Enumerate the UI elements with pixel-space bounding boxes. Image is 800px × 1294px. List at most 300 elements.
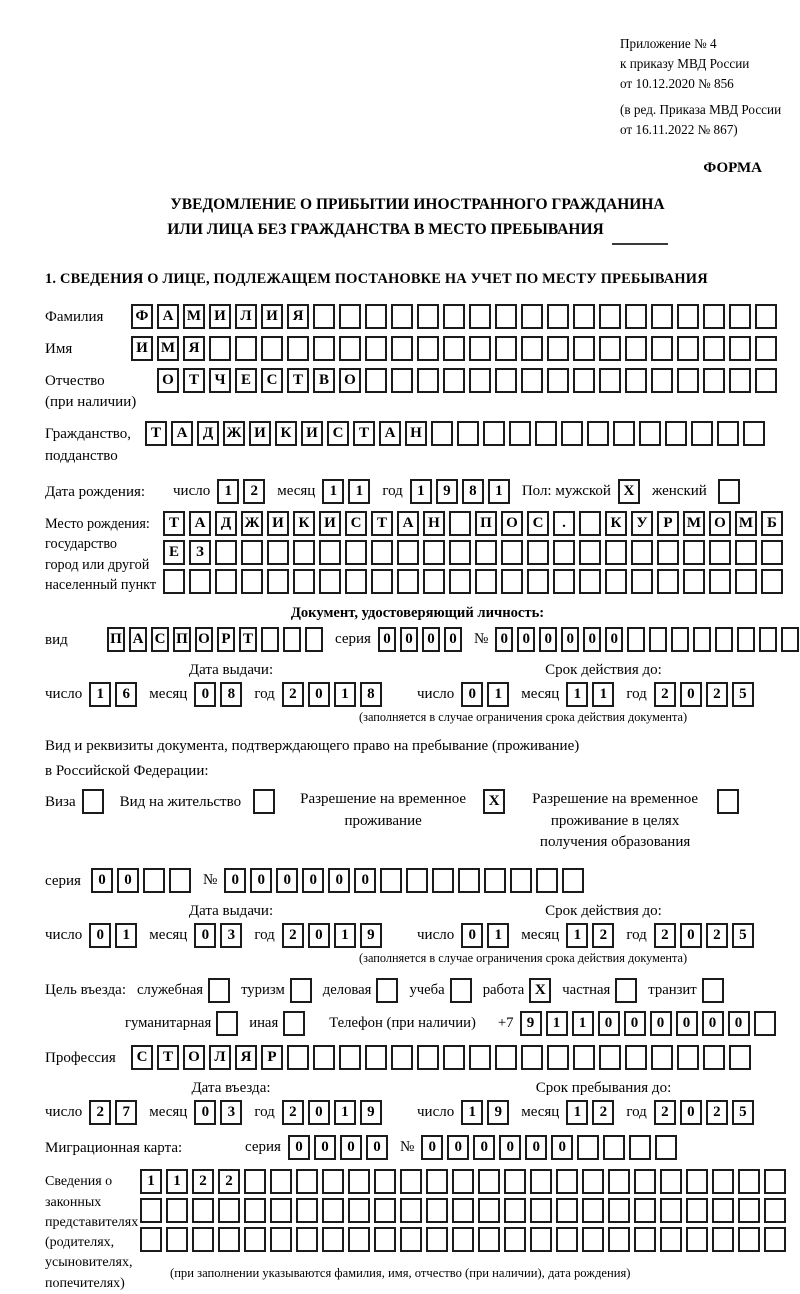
char-cell[interactable] — [140, 1198, 162, 1223]
char-cell[interactable]: У — [631, 511, 653, 536]
char-cell[interactable]: 2 — [192, 1169, 214, 1194]
char-cell[interactable]: 0 — [676, 1011, 698, 1036]
char-cell[interactable] — [365, 368, 387, 393]
char-cell[interactable] — [639, 421, 661, 446]
char-cell[interactable]: 0 — [194, 1100, 216, 1125]
char-cell[interactable] — [582, 1198, 604, 1223]
char-cell[interactable]: Л — [235, 304, 257, 329]
char-cell[interactable]: 0 — [308, 682, 330, 707]
char-cell[interactable] — [761, 569, 783, 594]
char-cell[interactable]: 9 — [360, 923, 382, 948]
char-cell[interactable]: 5 — [732, 682, 754, 707]
char-cell[interactable] — [603, 1135, 625, 1160]
char-cell[interactable] — [169, 868, 191, 893]
char-cell[interactable]: 0 — [194, 682, 216, 707]
char-cell[interactable]: Т — [163, 511, 185, 536]
char-cell[interactable] — [495, 1045, 517, 1070]
char-cell[interactable] — [458, 868, 480, 893]
char-cell[interactable]: И — [249, 421, 271, 446]
char-cell[interactable] — [660, 1198, 682, 1223]
char-cell[interactable]: 9 — [360, 1100, 382, 1125]
char-cell[interactable] — [449, 540, 471, 565]
char-cell[interactable]: К — [605, 511, 627, 536]
char-cell[interactable] — [504, 1198, 526, 1223]
char-cell[interactable] — [478, 1198, 500, 1223]
char-cell[interactable]: О — [195, 627, 213, 652]
char-cell[interactable]: 2 — [654, 1100, 676, 1125]
char-cell[interactable]: 0 — [366, 1135, 388, 1160]
checkbox-business[interactable] — [376, 978, 398, 1003]
char-cell[interactable]: 1 — [115, 923, 137, 948]
char-cell[interactable] — [400, 1227, 422, 1252]
char-cell[interactable] — [322, 1169, 344, 1194]
char-cell[interactable]: 0 — [605, 627, 623, 652]
char-cell[interactable] — [283, 627, 301, 652]
char-cell[interactable] — [345, 540, 367, 565]
char-cell[interactable] — [521, 1045, 543, 1070]
char-cell[interactable]: Р — [657, 511, 679, 536]
char-cell[interactable]: 2 — [654, 682, 676, 707]
char-cell[interactable]: 1 — [140, 1169, 162, 1194]
char-cell[interactable] — [605, 569, 627, 594]
char-cell[interactable]: 1 — [89, 682, 111, 707]
char-cell[interactable]: А — [129, 627, 147, 652]
char-cell[interactable]: О — [501, 511, 523, 536]
char-cell[interactable] — [712, 1227, 734, 1252]
char-cell[interactable] — [651, 304, 673, 329]
char-cell[interactable] — [755, 304, 777, 329]
char-cell[interactable]: 2 — [282, 682, 304, 707]
char-cell[interactable] — [657, 540, 679, 565]
char-cell[interactable]: Ж — [241, 511, 263, 536]
checkbox-official[interactable] — [208, 978, 230, 1003]
char-cell[interactable] — [754, 1011, 776, 1036]
checkbox-transit[interactable] — [702, 978, 724, 1003]
char-cell[interactable]: 0 — [288, 1135, 310, 1160]
char-cell[interactable] — [293, 569, 315, 594]
char-cell[interactable] — [209, 336, 231, 361]
char-cell[interactable] — [677, 336, 699, 361]
char-cell[interactable] — [365, 1045, 387, 1070]
char-cell[interactable] — [521, 336, 543, 361]
char-cell[interactable] — [755, 336, 777, 361]
char-cell[interactable]: 0 — [250, 868, 272, 893]
char-cell[interactable]: С — [327, 421, 349, 446]
char-cell[interactable] — [426, 1198, 448, 1223]
char-cell[interactable]: Т — [353, 421, 375, 446]
char-cell[interactable]: Р — [261, 1045, 283, 1070]
char-cell[interactable]: 2 — [592, 923, 614, 948]
char-cell[interactable] — [599, 368, 621, 393]
char-cell[interactable]: 5 — [732, 923, 754, 948]
char-cell[interactable] — [536, 868, 558, 893]
char-cell[interactable] — [484, 868, 506, 893]
char-cell[interactable] — [296, 1227, 318, 1252]
char-cell[interactable] — [374, 1169, 396, 1194]
checkbox-humanitarian[interactable] — [216, 1011, 238, 1036]
char-cell[interactable] — [192, 1198, 214, 1223]
char-cell[interactable] — [712, 1198, 734, 1223]
char-cell[interactable]: Я — [183, 336, 205, 361]
char-cell[interactable]: 0 — [551, 1135, 573, 1160]
char-cell[interactable] — [143, 868, 165, 893]
char-cell[interactable]: 1 — [334, 682, 356, 707]
char-cell[interactable] — [683, 569, 705, 594]
char-cell[interactable]: 1 — [217, 479, 239, 504]
char-cell[interactable] — [426, 1227, 448, 1252]
char-cell[interactable] — [391, 336, 413, 361]
char-cell[interactable] — [562, 868, 584, 893]
char-cell[interactable] — [535, 421, 557, 446]
char-cell[interactable]: 1 — [566, 923, 588, 948]
char-cell[interactable] — [449, 569, 471, 594]
char-cell[interactable] — [371, 569, 393, 594]
checkbox-private[interactable] — [615, 978, 637, 1003]
char-cell[interactable] — [577, 1135, 599, 1160]
char-cell[interactable] — [629, 1135, 651, 1160]
char-cell[interactable] — [527, 569, 549, 594]
char-cell[interactable]: Р — [217, 627, 235, 652]
char-cell[interactable]: Е — [163, 540, 185, 565]
char-cell[interactable] — [417, 368, 439, 393]
char-cell[interactable]: 1 — [546, 1011, 568, 1036]
char-cell[interactable]: 0 — [539, 627, 557, 652]
char-cell[interactable] — [625, 1045, 647, 1070]
char-cell[interactable] — [573, 368, 595, 393]
char-cell[interactable] — [729, 368, 751, 393]
char-cell[interactable]: 0 — [517, 627, 535, 652]
char-cell[interactable] — [677, 1045, 699, 1070]
char-cell[interactable] — [579, 540, 601, 565]
char-cell[interactable] — [267, 540, 289, 565]
char-cell[interactable] — [241, 569, 263, 594]
char-cell[interactable]: С — [151, 627, 169, 652]
char-cell[interactable] — [423, 569, 445, 594]
char-cell[interactable] — [573, 336, 595, 361]
char-cell[interactable] — [686, 1198, 708, 1223]
char-cell[interactable] — [547, 368, 569, 393]
char-cell[interactable]: 2 — [243, 479, 265, 504]
char-cell[interactable]: З — [189, 540, 211, 565]
char-cell[interactable]: 0 — [447, 1135, 469, 1160]
char-cell[interactable] — [634, 1198, 656, 1223]
char-cell[interactable]: Е — [235, 368, 257, 393]
char-cell[interactable] — [443, 304, 465, 329]
char-cell[interactable] — [677, 368, 699, 393]
char-cell[interactable]: 1 — [461, 1100, 483, 1125]
char-cell[interactable]: 0 — [473, 1135, 495, 1160]
char-cell[interactable] — [391, 368, 413, 393]
char-cell[interactable] — [608, 1169, 630, 1194]
char-cell[interactable] — [703, 1045, 725, 1070]
char-cell[interactable] — [348, 1198, 370, 1223]
char-cell[interactable] — [651, 336, 673, 361]
char-cell[interactable]: Н — [423, 511, 445, 536]
char-cell[interactable] — [657, 569, 679, 594]
char-cell[interactable] — [501, 569, 523, 594]
char-cell[interactable] — [599, 1045, 621, 1070]
char-cell[interactable] — [717, 421, 739, 446]
char-cell[interactable]: И — [301, 421, 323, 446]
char-cell[interactable] — [215, 540, 237, 565]
char-cell[interactable]: 2 — [282, 923, 304, 948]
char-cell[interactable]: 0 — [276, 868, 298, 893]
char-cell[interactable] — [417, 304, 439, 329]
char-cell[interactable]: 0 — [624, 1011, 646, 1036]
char-cell[interactable]: А — [379, 421, 401, 446]
char-cell[interactable] — [527, 540, 549, 565]
char-cell[interactable] — [270, 1227, 292, 1252]
char-cell[interactable]: 6 — [115, 682, 137, 707]
char-cell[interactable]: 1 — [334, 923, 356, 948]
char-cell[interactable] — [579, 511, 601, 536]
char-cell[interactable] — [218, 1198, 240, 1223]
char-cell[interactable]: Л — [209, 1045, 231, 1070]
checkbox-other[interactable] — [283, 1011, 305, 1036]
char-cell[interactable] — [417, 1045, 439, 1070]
char-cell[interactable] — [322, 1198, 344, 1223]
char-cell[interactable]: Б — [761, 511, 783, 536]
char-cell[interactable] — [608, 1198, 630, 1223]
char-cell[interactable] — [743, 421, 765, 446]
char-cell[interactable] — [431, 421, 453, 446]
char-cell[interactable]: 0 — [598, 1011, 620, 1036]
char-cell[interactable] — [655, 1135, 677, 1160]
char-cell[interactable] — [556, 1169, 578, 1194]
char-cell[interactable] — [671, 627, 689, 652]
char-cell[interactable] — [709, 540, 731, 565]
char-cell[interactable] — [483, 421, 505, 446]
char-cell[interactable] — [627, 627, 645, 652]
char-cell[interactable]: 9 — [487, 1100, 509, 1125]
char-cell[interactable]: Ж — [223, 421, 245, 446]
char-cell[interactable]: 0 — [499, 1135, 521, 1160]
checkbox-residence-permit[interactable] — [253, 789, 275, 814]
char-cell[interactable] — [729, 304, 751, 329]
char-cell[interactable]: 0 — [224, 868, 246, 893]
char-cell[interactable] — [735, 569, 757, 594]
checkbox-visa[interactable] — [82, 789, 104, 814]
char-cell[interactable] — [270, 1169, 292, 1194]
checkbox-work[interactable]: X — [529, 978, 551, 1003]
char-cell[interactable]: И — [131, 336, 153, 361]
char-cell[interactable]: Ч — [209, 368, 231, 393]
char-cell[interactable]: Т — [183, 368, 205, 393]
char-cell[interactable]: 0 — [461, 923, 483, 948]
char-cell[interactable] — [686, 1169, 708, 1194]
char-cell[interactable] — [599, 336, 621, 361]
char-cell[interactable] — [703, 304, 725, 329]
char-cell[interactable]: 1 — [322, 479, 344, 504]
char-cell[interactable] — [313, 336, 335, 361]
char-cell[interactable]: Я — [235, 1045, 257, 1070]
char-cell[interactable] — [686, 1227, 708, 1252]
char-cell[interactable]: 0 — [650, 1011, 672, 1036]
char-cell[interactable] — [665, 421, 687, 446]
char-cell[interactable] — [397, 540, 419, 565]
char-cell[interactable]: А — [189, 511, 211, 536]
char-cell[interactable] — [761, 540, 783, 565]
checkbox-temp-residence[interactable]: X — [483, 789, 505, 814]
char-cell[interactable] — [509, 421, 531, 446]
char-cell[interactable]: Д — [215, 511, 237, 536]
char-cell[interactable] — [660, 1169, 682, 1194]
char-cell[interactable] — [189, 569, 211, 594]
char-cell[interactable]: 1 — [572, 1011, 594, 1036]
char-cell[interactable] — [261, 627, 279, 652]
char-cell[interactable]: 8 — [220, 682, 242, 707]
char-cell[interactable]: М — [157, 336, 179, 361]
checkbox-female[interactable] — [718, 479, 740, 504]
char-cell[interactable] — [348, 1169, 370, 1194]
char-cell[interactable] — [556, 1227, 578, 1252]
char-cell[interactable]: И — [267, 511, 289, 536]
char-cell[interactable]: 0 — [495, 627, 513, 652]
char-cell[interactable]: М — [183, 304, 205, 329]
checkbox-temp-residence-education[interactable] — [717, 789, 739, 814]
char-cell[interactable] — [530, 1169, 552, 1194]
char-cell[interactable] — [613, 421, 635, 446]
char-cell[interactable] — [244, 1198, 266, 1223]
char-cell[interactable]: 0 — [680, 682, 702, 707]
char-cell[interactable]: С — [345, 511, 367, 536]
char-cell[interactable] — [625, 368, 647, 393]
char-cell[interactable] — [452, 1169, 474, 1194]
char-cell[interactable]: О — [157, 368, 179, 393]
char-cell[interactable]: 0 — [302, 868, 324, 893]
char-cell[interactable] — [457, 421, 479, 446]
char-cell[interactable]: 8 — [462, 479, 484, 504]
char-cell[interactable] — [553, 540, 575, 565]
char-cell[interactable]: 8 — [360, 682, 382, 707]
char-cell[interactable] — [166, 1198, 188, 1223]
char-cell[interactable]: И — [319, 511, 341, 536]
char-cell[interactable] — [241, 540, 263, 565]
char-cell[interactable] — [380, 868, 402, 893]
char-cell[interactable] — [166, 1227, 188, 1252]
char-cell[interactable] — [738, 1169, 760, 1194]
char-cell[interactable]: 0 — [340, 1135, 362, 1160]
char-cell[interactable]: 1 — [334, 1100, 356, 1125]
char-cell[interactable] — [469, 368, 491, 393]
char-cell[interactable]: К — [275, 421, 297, 446]
char-cell[interactable]: 3 — [220, 923, 242, 948]
char-cell[interactable]: 1 — [488, 479, 510, 504]
char-cell[interactable] — [660, 1227, 682, 1252]
char-cell[interactable]: 0 — [421, 1135, 443, 1160]
char-cell[interactable] — [244, 1227, 266, 1252]
char-cell[interactable] — [339, 1045, 361, 1070]
char-cell[interactable] — [443, 1045, 465, 1070]
char-cell[interactable] — [521, 304, 543, 329]
char-cell[interactable] — [452, 1227, 474, 1252]
char-cell[interactable] — [192, 1227, 214, 1252]
char-cell[interactable]: А — [157, 304, 179, 329]
char-cell[interactable]: 0 — [583, 627, 601, 652]
char-cell[interactable]: Н — [405, 421, 427, 446]
char-cell[interactable]: О — [709, 511, 731, 536]
char-cell[interactable] — [305, 627, 323, 652]
char-cell[interactable] — [677, 304, 699, 329]
char-cell[interactable] — [709, 569, 731, 594]
char-cell[interactable] — [556, 1198, 578, 1223]
char-cell[interactable]: И — [209, 304, 231, 329]
char-cell[interactable] — [270, 1198, 292, 1223]
char-cell[interactable] — [443, 336, 465, 361]
char-cell[interactable]: 1 — [410, 479, 432, 504]
char-cell[interactable]: П — [173, 627, 191, 652]
char-cell[interactable] — [608, 1227, 630, 1252]
char-cell[interactable] — [374, 1198, 396, 1223]
char-cell[interactable]: М — [735, 511, 757, 536]
char-cell[interactable]: 2 — [706, 682, 728, 707]
char-cell[interactable] — [703, 368, 725, 393]
char-cell[interactable]: С — [527, 511, 549, 536]
char-cell[interactable] — [631, 569, 653, 594]
char-cell[interactable] — [218, 1227, 240, 1252]
char-cell[interactable]: 0 — [400, 627, 418, 652]
char-cell[interactable]: 0 — [308, 923, 330, 948]
char-cell[interactable] — [573, 1045, 595, 1070]
checkbox-study[interactable] — [450, 978, 472, 1003]
char-cell[interactable] — [296, 1198, 318, 1223]
char-cell[interactable] — [501, 540, 523, 565]
char-cell[interactable]: Ф — [131, 304, 153, 329]
char-cell[interactable] — [631, 540, 653, 565]
char-cell[interactable]: 0 — [680, 923, 702, 948]
char-cell[interactable]: Я — [287, 304, 309, 329]
char-cell[interactable]: 0 — [525, 1135, 547, 1160]
char-cell[interactable]: 9 — [520, 1011, 542, 1036]
char-cell[interactable]: 0 — [422, 627, 440, 652]
char-cell[interactable] — [764, 1227, 786, 1252]
char-cell[interactable] — [691, 421, 713, 446]
char-cell[interactable]: Д — [197, 421, 219, 446]
char-cell[interactable] — [759, 627, 777, 652]
char-cell[interactable]: 2 — [218, 1169, 240, 1194]
char-cell[interactable] — [374, 1227, 396, 1252]
char-cell[interactable] — [521, 368, 543, 393]
char-cell[interactable] — [140, 1227, 162, 1252]
char-cell[interactable] — [478, 1169, 500, 1194]
char-cell[interactable] — [582, 1227, 604, 1252]
char-cell[interactable] — [579, 569, 601, 594]
char-cell[interactable]: 0 — [561, 627, 579, 652]
char-cell[interactable] — [587, 421, 609, 446]
char-cell[interactable] — [443, 368, 465, 393]
char-cell[interactable] — [322, 1227, 344, 1252]
char-cell[interactable]: С — [261, 368, 283, 393]
char-cell[interactable] — [530, 1198, 552, 1223]
char-cell[interactable]: Т — [287, 368, 309, 393]
char-cell[interactable]: 0 — [89, 923, 111, 948]
char-cell[interactable]: А — [171, 421, 193, 446]
char-cell[interactable] — [703, 336, 725, 361]
char-cell[interactable] — [634, 1169, 656, 1194]
char-cell[interactable] — [715, 627, 733, 652]
char-cell[interactable] — [729, 336, 751, 361]
char-cell[interactable]: 0 — [328, 868, 350, 893]
char-cell[interactable] — [339, 304, 361, 329]
char-cell[interactable] — [313, 304, 335, 329]
char-cell[interactable]: П — [107, 627, 125, 652]
char-cell[interactable] — [547, 336, 569, 361]
char-cell[interactable]: 1 — [592, 682, 614, 707]
char-cell[interactable] — [755, 368, 777, 393]
char-cell[interactable] — [365, 336, 387, 361]
char-cell[interactable]: 0 — [378, 627, 396, 652]
char-cell[interactable] — [365, 304, 387, 329]
